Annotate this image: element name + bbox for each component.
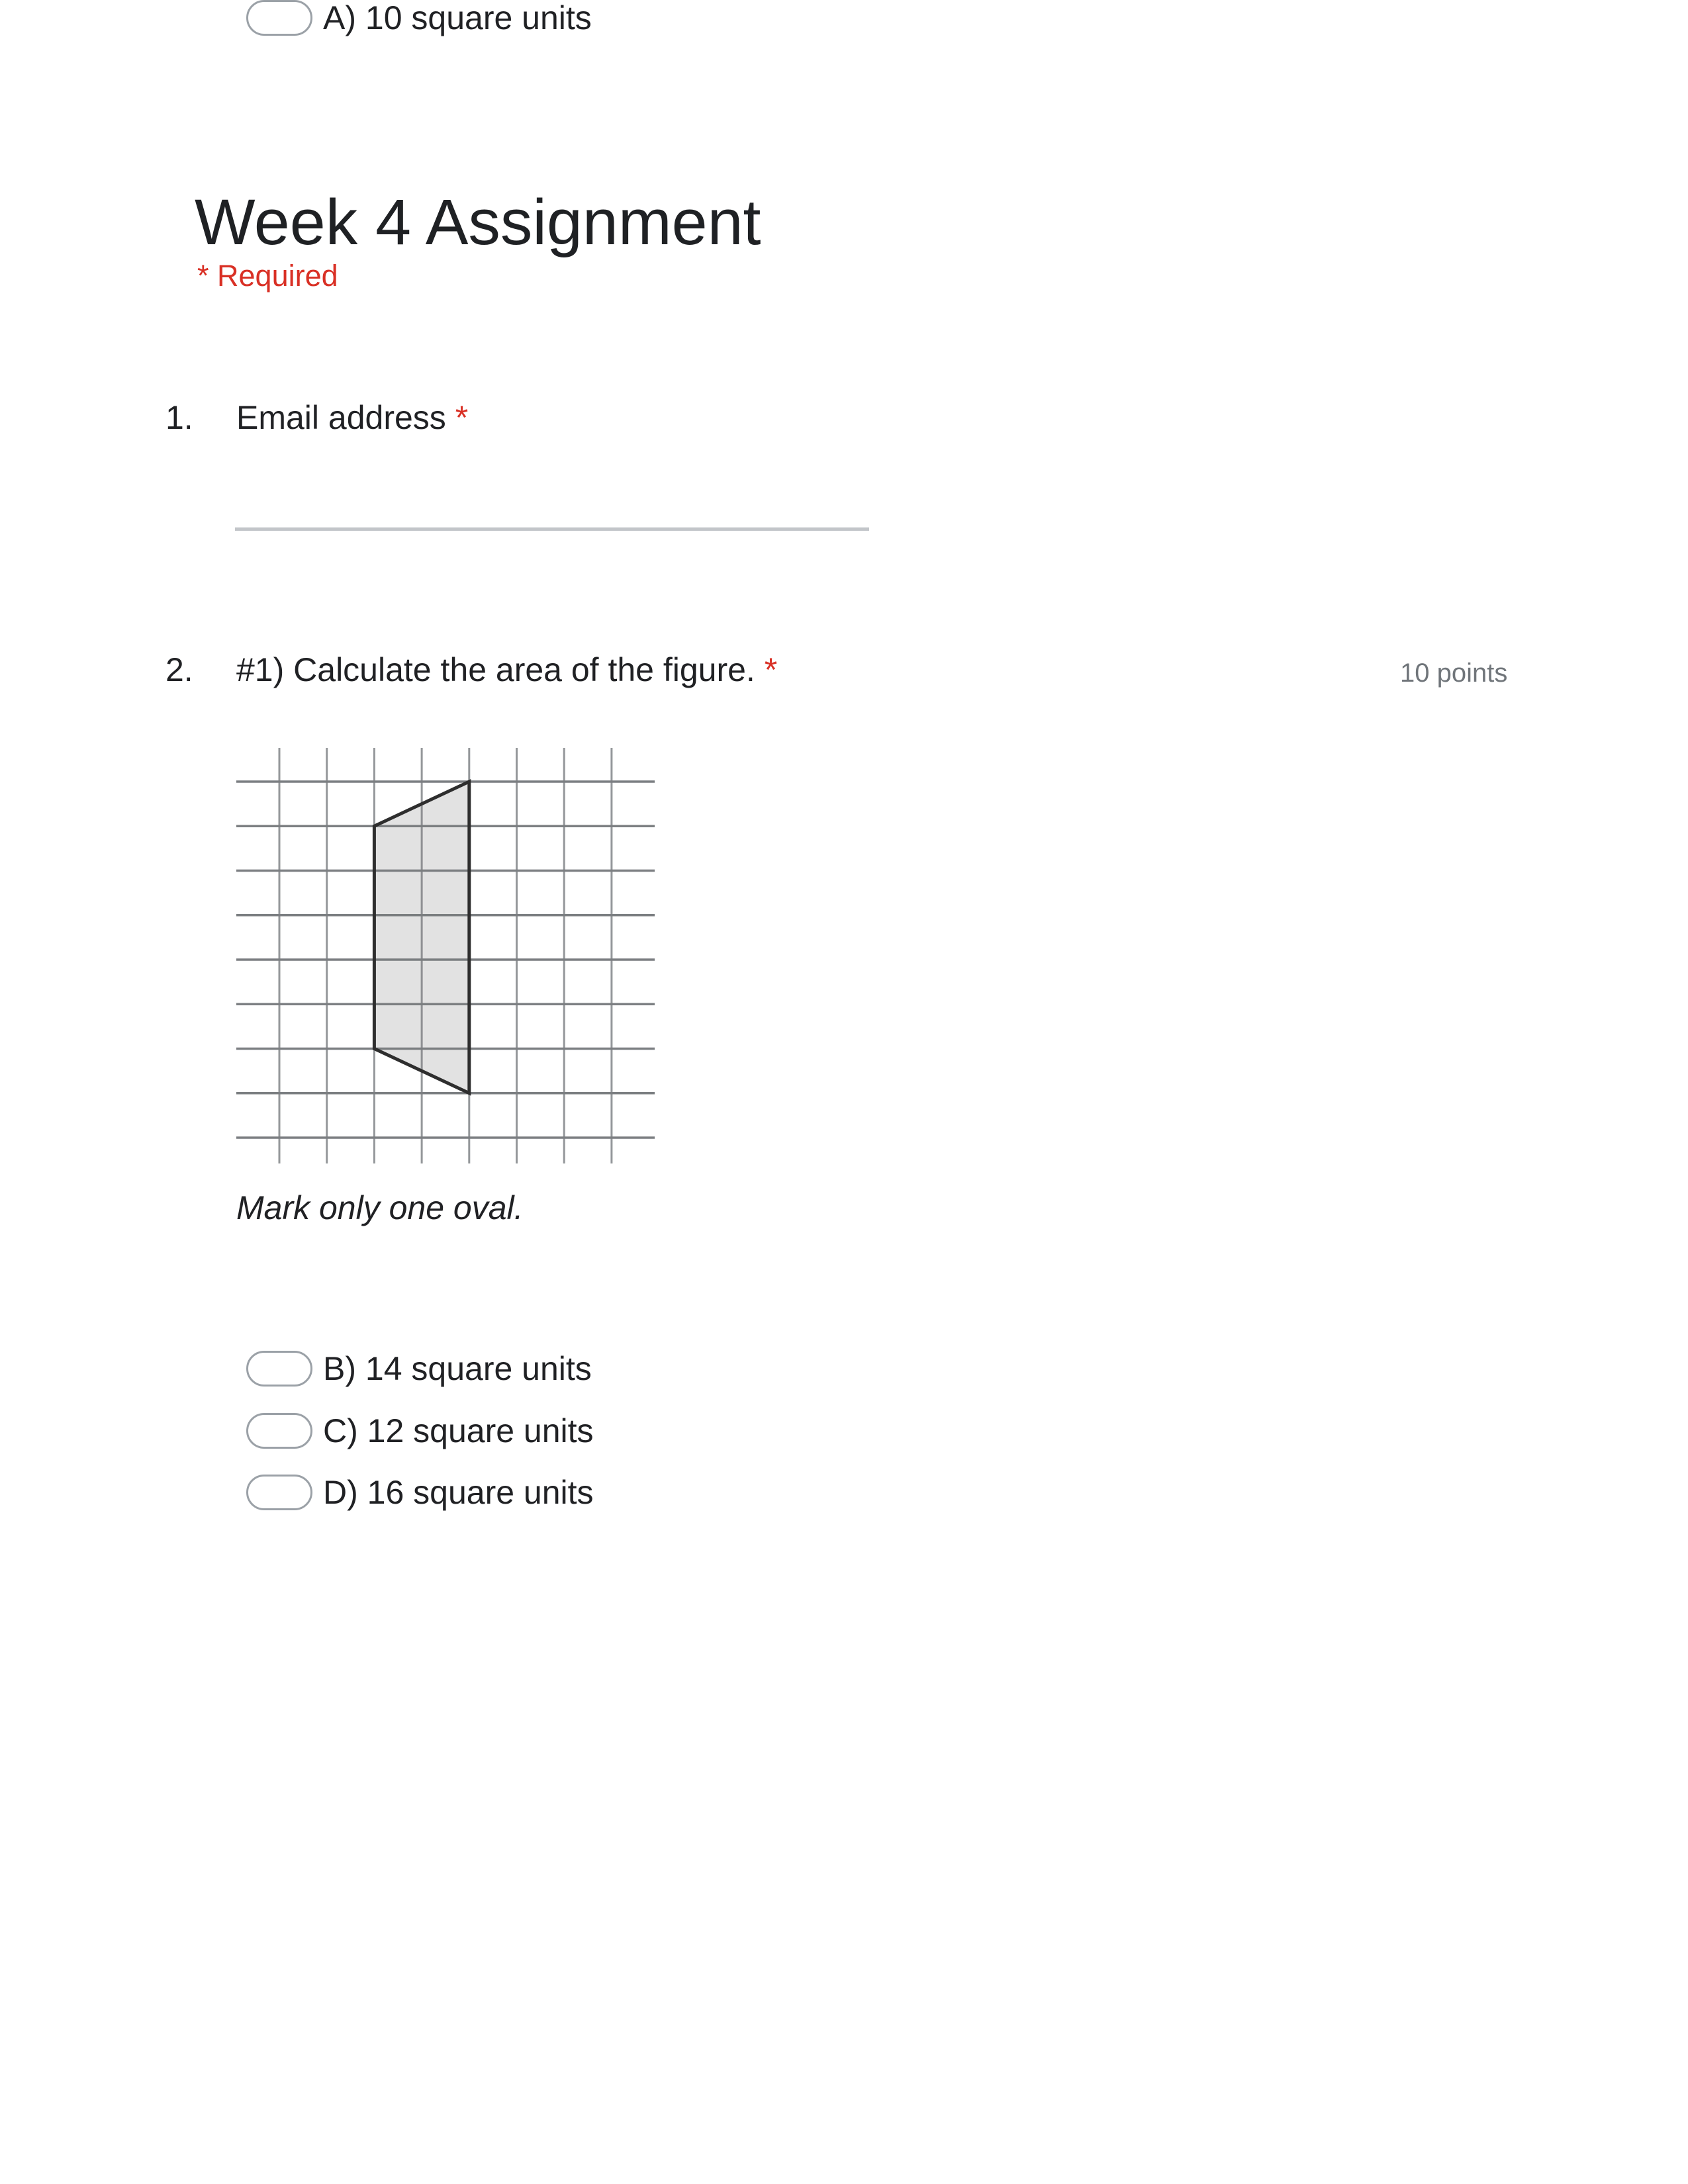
instruction-note: Mark only one oval. — [236, 1189, 524, 1226]
question-2-number: 2. — [165, 651, 193, 688]
question-1-label: Email address * — [236, 399, 469, 436]
question-2-label: #1) Calculate the area of the figure. * — [236, 651, 778, 688]
option-label-d: D) 16 square units — [323, 1474, 594, 1511]
question-1 — [165, 397, 468, 439]
required-asterisk: * — [455, 399, 469, 436]
points-badge: 10 points — [1400, 659, 1508, 688]
option-row-a — [246, 0, 592, 36]
option-label-b: B) 14 square units — [323, 1350, 592, 1387]
area-figure — [236, 723, 655, 1180]
area-figure-svg — [236, 723, 655, 1180]
option-label-a: A) 10 square units — [323, 0, 592, 36]
radio-oval-b[interactable] — [246, 1351, 312, 1387]
email-answer-line[interactable] — [235, 527, 869, 531]
page-title: Week 4 Assignment — [195, 186, 761, 258]
option-label-c: C) 12 square units — [323, 1412, 594, 1449]
required-note: * Required — [197, 259, 338, 293]
radio-oval-d[interactable] — [246, 1475, 312, 1510]
question-2 — [165, 649, 777, 691]
question-1-number: 1. — [165, 399, 193, 436]
option-row-c — [246, 1413, 594, 1449]
required-asterisk: * — [764, 651, 778, 688]
option-row-b — [246, 1351, 592, 1387]
option-row-d — [246, 1475, 594, 1510]
radio-oval-a[interactable] — [246, 0, 312, 36]
radio-oval-c[interactable] — [246, 1413, 312, 1449]
